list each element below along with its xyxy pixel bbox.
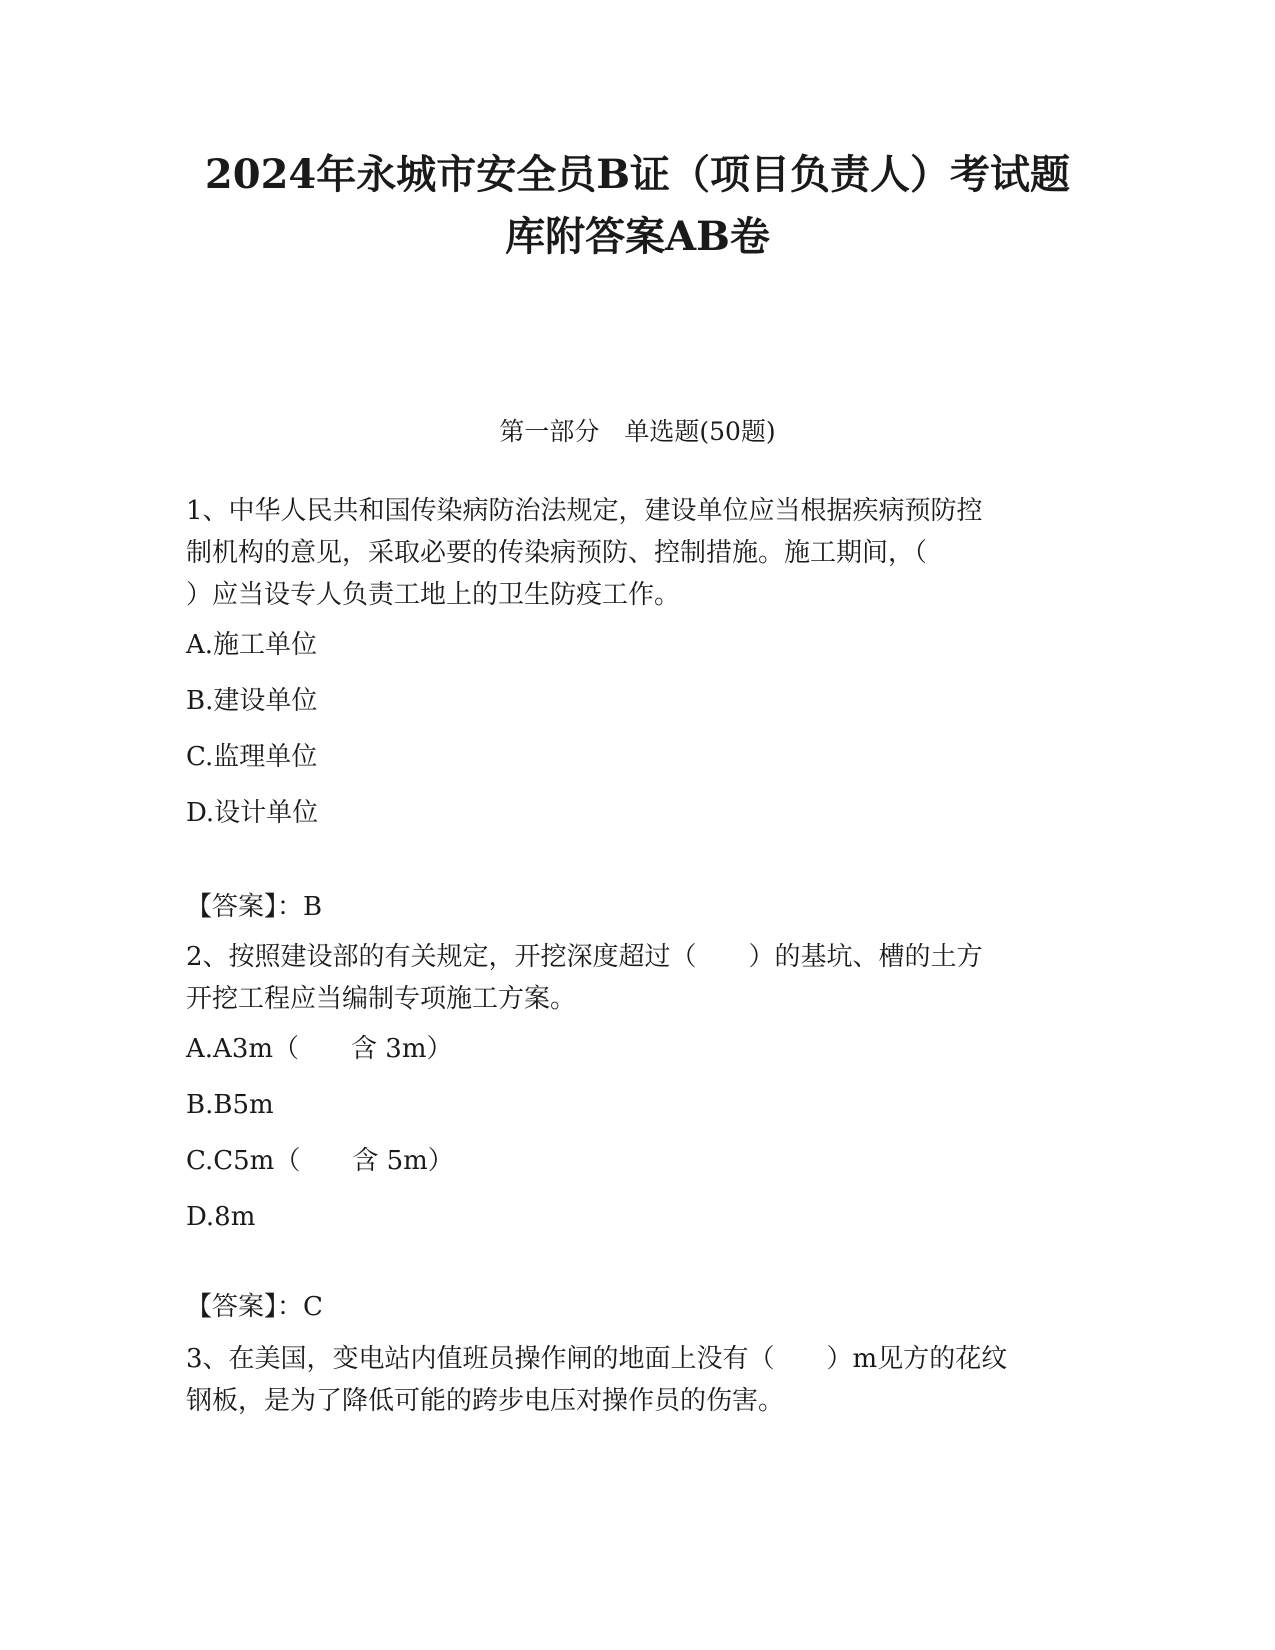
question-text-line: 开挖工程应当编制专项施工方案。	[186, 984, 577, 1014]
option-d: D.设计单位	[186, 798, 319, 828]
option-c: C.C5m（ 含 5m）	[186, 1146, 454, 1176]
question-3	[186, 1338, 1086, 1422]
question-text-line: 2、按照建设部的有关规定，开挖深度超过（ ）的基坑、槽的土方	[186, 942, 983, 972]
option-d: D.8m	[186, 1202, 256, 1232]
question-1-options	[186, 628, 318, 852]
question-2-options	[186, 1032, 454, 1256]
option-a: A.A3m（ 含 3m）	[186, 1034, 453, 1064]
question-2	[186, 936, 1086, 1020]
option-b: B.B5m	[186, 1090, 274, 1120]
question-text-line: 钢板，是为了降低可能的跨步电压对操作员的伤害。	[186, 1386, 785, 1416]
question-text-line: 3、在美国，变电站内值班员操作闸的地面上没有（ ）m见方的花纹	[186, 1344, 1008, 1374]
question-text-line: 制机构的意见，采取必要的传染病预防、控制措施。施工期间，（	[186, 538, 928, 568]
option-c: C.监理单位	[186, 742, 318, 772]
question-text-line: ）应当设专人负责工地上的卫生防疫工作。	[186, 580, 681, 610]
option-a: A.施工单位	[186, 630, 318, 660]
question-2-answer: 【答案】：C	[186, 1292, 323, 1322]
section-heading: 第一部分 单选题(50题)	[499, 417, 776, 446]
title-line-1: 2024年永城市安全员B证（项目负责人）考试题	[204, 151, 1071, 198]
option-b: B.建设单位	[186, 686, 318, 716]
document-title	[150, 144, 1125, 268]
question-1-answer: 【答案】：B	[186, 892, 323, 922]
title-line-2: 库附答案AB卷	[505, 213, 770, 260]
question-1	[186, 490, 1086, 616]
question-text-line: 1、中华人民共和国传染病防治法规定，建设单位应当根据疾病预防控	[186, 496, 983, 526]
